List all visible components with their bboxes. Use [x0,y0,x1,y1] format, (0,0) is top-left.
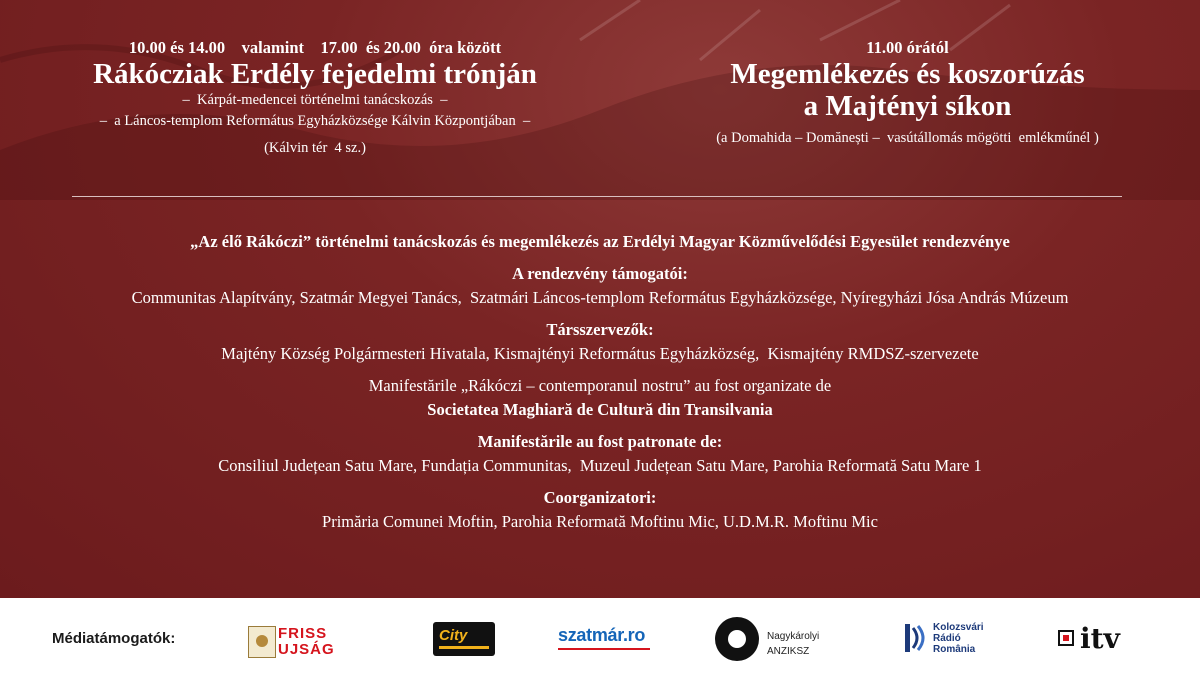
aperture-icon [715,617,759,661]
kolozsvari-logo-line3: România [933,644,976,655]
ro-organizer: Societatea Maghiară de Cultură din Transilvania [427,400,773,419]
coorganizers-list: Majtény Község Polgármesteri Hivatala, Kismajtényi Református Egyházközség, Kismajtény RMDSZ-szervezete [221,344,979,363]
media-sponsors-label: Médiatámogatók: [52,630,176,647]
city-logo-text: City [439,627,468,644]
right-event-location: (a Domahida – Domănești – vasútállomás mögötti emlékműnél ) [716,130,1099,146]
ro-coorg-list: Primăria Comunei Moftin, Parohia Reformată Moftinu Mic, U.D.M.R. Moftinu Mic [322,512,878,531]
kolozsvari-logo-line2: Rádió [933,633,961,644]
ro-patron-heading: Manifestările au fost patronate de: [477,432,723,451]
szatmar-logo-text: szatmár.ro [558,625,646,645]
szatmar-logo-underline [558,648,650,650]
anziksz-logo-line2: ANZIKSZ [767,646,810,657]
supporters-heading: A rendezvény támogatói: [512,264,688,283]
city-logo-bar [439,646,489,649]
radio-waves-icon [905,624,929,652]
city-radio-logo [433,622,495,656]
kolozsvari-radio-logo [905,622,1005,660]
right-event-block [615,38,1200,149]
szatmar-ro-logo [558,625,654,659]
itv-logo-text: itv [1080,622,1120,655]
itv-logo [1058,623,1130,657]
right-event-title-line1: Megemlékezés és koszorúzás [730,58,1085,90]
ro-organized-line: Manifestările „Rákóczi – contemporanul nostru” au fost organizate de [368,376,832,395]
nagykarolyi-anziksz-logo [715,617,825,667]
anziksz-logo-line1: Nagykárolyi [767,631,820,642]
right-event-time: 11.00 órától [866,38,949,57]
ro-coorg-heading: Coorganizatori: [543,488,657,507]
supporters-list: Communitas Alapítvány, Szatmár Megyei Tanács, Szatmári Láncos-templom Református Egyházközsége, Nyíregyházi Jósa András Múzeum [131,288,1069,307]
kolozsvari-logo-line1: Kolozsvári [933,622,984,633]
left-event-title: Rákócziak Erdély fejedelmi trónján [93,58,537,90]
friss-logo-line2: UJSÁG [278,641,335,658]
left-event-venue: – a Láncos-templom Református Egyházközsége Kálvin Központjában – [99,113,531,129]
section-divider [72,196,1122,197]
left-event-time: 10.00 és 14.00 valamint 17.00 és 20.00 óra között [128,38,502,57]
right-event-title-line2: a Majtényi síkon [803,90,1012,122]
ro-patrons-list: Consiliul Județean Satu Mare, Fundația Communitas, Muzeul Județean Satu Mare, Parohia Reformată Satu Mare 1 [218,456,982,475]
coorganizers-heading: Társszervezők: [546,320,654,339]
intro-text: „Az élő Rákóczi” történelmi tanácskozás és megemlékezés az Erdélyi Magyar Közművelődési Egyesület rendezvénye [190,232,1010,251]
itv-square-icon [1058,630,1074,646]
left-event-address: (Kálvin tér 4 sz.) [264,140,366,156]
friss-emblem-icon [248,626,276,658]
event-details [0,230,1200,534]
friss-ujsag-logo [248,624,366,658]
friss-logo-line1: FRISS [278,625,328,642]
left-event-subtitle: – Kárpát-medencei történelmi tanácskozás – [182,92,448,108]
left-event-block [40,38,590,159]
